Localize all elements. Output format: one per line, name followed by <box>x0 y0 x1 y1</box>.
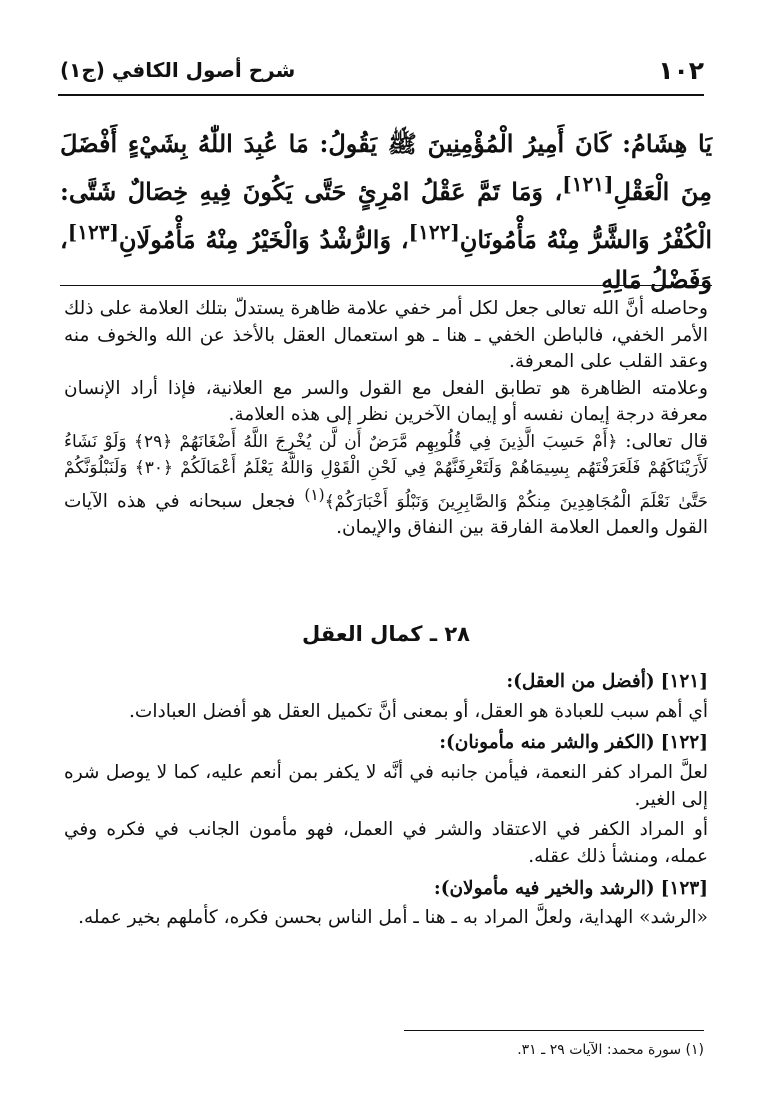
commentary-paragraph: وعلامته الظاهرة هو تطابق الفعل مع القول والسر مع العلانية، فإذا أراد الإنسان معرفة درجة إيمان نفسه أو إيمان الآخرين نظر إلى هذه العلامة. <box>64 377 708 425</box>
commentary-paragraph <box>64 429 708 542</box>
book-title: شرح أصول الكافي (ج١) <box>60 58 296 82</box>
hadith-segment: ، وَالرُّشْدُ وَالْخَيْرُ مِنْهُ مَأْمُولَانِ <box>118 225 409 254</box>
note-paragraph: أو المراد الكفر في الاعتقاد والشر في العمل، فهو مأمون الجانب في فكره وفي عمله، ومنشأ ذلك عقله. <box>64 818 708 867</box>
page-number: ١٠٢ <box>658 55 704 85</box>
hadith-rule <box>60 285 712 286</box>
hadith-segment: ، وَمَا تَمَّ عَقْلُ امْرِئٍ حَتَّى يَكُونَ فِيهِ خِصَالٌ شَتَّى: الْكُفْرُ وَالشَّرُّ مِنْهُ مَأْمُونَانِ <box>60 177 712 254</box>
footnote-marker: (١) <box>304 485 325 504</box>
note-title: (الرشد والخير فيه مأمولان): <box>433 877 655 899</box>
quran-quote: ﴿أَمْ حَسِبَ الَّذِينَ فِي قُلُوبِهِم مَّرَضٌ أَن لَّن يُخْرِجَ اللَّهُ أَضْغَانَهُمْ ﴿٢٩﴾ وَلَوْ نَشَاءُ لَأَرَيْنَاكَهُمْ فَلَعَرَفْتَهُم بِسِيمَاهُمْ وَلَتَعْرِفَنَّهُمْ فِي لَحْنِ الْقَوْلِ وَاللَّهُ يَعْلَمُ أَعْمَالَكُمْ ﴿٣٠﴾ وَلَنَبْلُوَنَّكُمْ حَتَّىٰ نَعْلَمَ الْمُجَاهِدِينَ مِنكُمْ وَالصَّابِرِينَ وَنَبْلُوَ أَخْبَارَكُمْ﴾ <box>64 431 709 512</box>
note-number: [١٢٣] <box>660 877 708 899</box>
hadith-segment: ، وَفَضْلُ مَالِهِ <box>60 225 712 294</box>
note-paragraph: «الرشد» الهداية، ولعلَّ المراد به ـ هنا ـ أمل الناس بحسن فكره، كأملهم بخير عمله. <box>78 907 708 928</box>
commentary-text: فجعل سبحانه في هذه الآيات القول والعمل العلامة الفارقة بين النفاق والإيمان. <box>64 490 708 539</box>
header-rule <box>58 94 704 96</box>
commentary-paragraph: وحاصله أنَّ الله تعالى جعل لكل أمر خفي علامة ظاهرة يستدلّ بتلك العلامة على ذلك الأمر الخفي، فالباطن الخفي ـ هنا ـ هو استعمال العقل بالأخذ عن الله والخوف منه وعقد القلب على المعرفة. <box>64 298 708 372</box>
note-paragraph: لعلَّ المراد كفر النعمة، فيأمن جانبه في أنَّه لا يكفر بمن أنعم عليه، كما لا يوصل شره إلى الغير. <box>64 761 708 810</box>
footnote-rule <box>404 1030 704 1031</box>
explanatory-notes <box>64 664 708 932</box>
running-header <box>60 50 704 90</box>
note-heading <box>64 668 708 696</box>
note-number: [١٢٢] <box>660 732 708 753</box>
note-number: [١٢١] <box>660 671 708 692</box>
hadith-text <box>60 124 712 300</box>
footnote: (١) سورة محمد: الآيات ٢٩ ـ ٣١. <box>517 1042 704 1058</box>
hadith-segment: يَا هِشَامُ: كَانَ أَمِيرُ الْمُؤْمِنِينَ ﷺ يَقُولُ: مَا عُبِدَ اللّٰهُ بِشَيْءٍ أَفْضَلَ مِنَ الْعَقْلِ <box>60 129 712 206</box>
note-ref: [١٢٢] <box>408 220 460 244</box>
quote-intro: قال تعالى: <box>617 430 709 452</box>
note-title: (أفضل من العقل): <box>506 671 655 692</box>
note-ref: [١٢٣] <box>67 220 119 244</box>
note-ref: [١٢١] <box>562 172 614 196</box>
note-paragraph: أي أهم سبب للعبادة هو العقل، أو بمعنى أنَّ تكميل العقل هو أفضل العبادات. <box>129 700 708 722</box>
section-title: ٢٨ ـ كمال العقل <box>302 622 470 646</box>
commentary <box>64 296 708 542</box>
note-heading <box>64 729 708 757</box>
note-title: (الكفر والشر منه مأمونان): <box>439 732 655 753</box>
note-heading <box>64 875 708 903</box>
